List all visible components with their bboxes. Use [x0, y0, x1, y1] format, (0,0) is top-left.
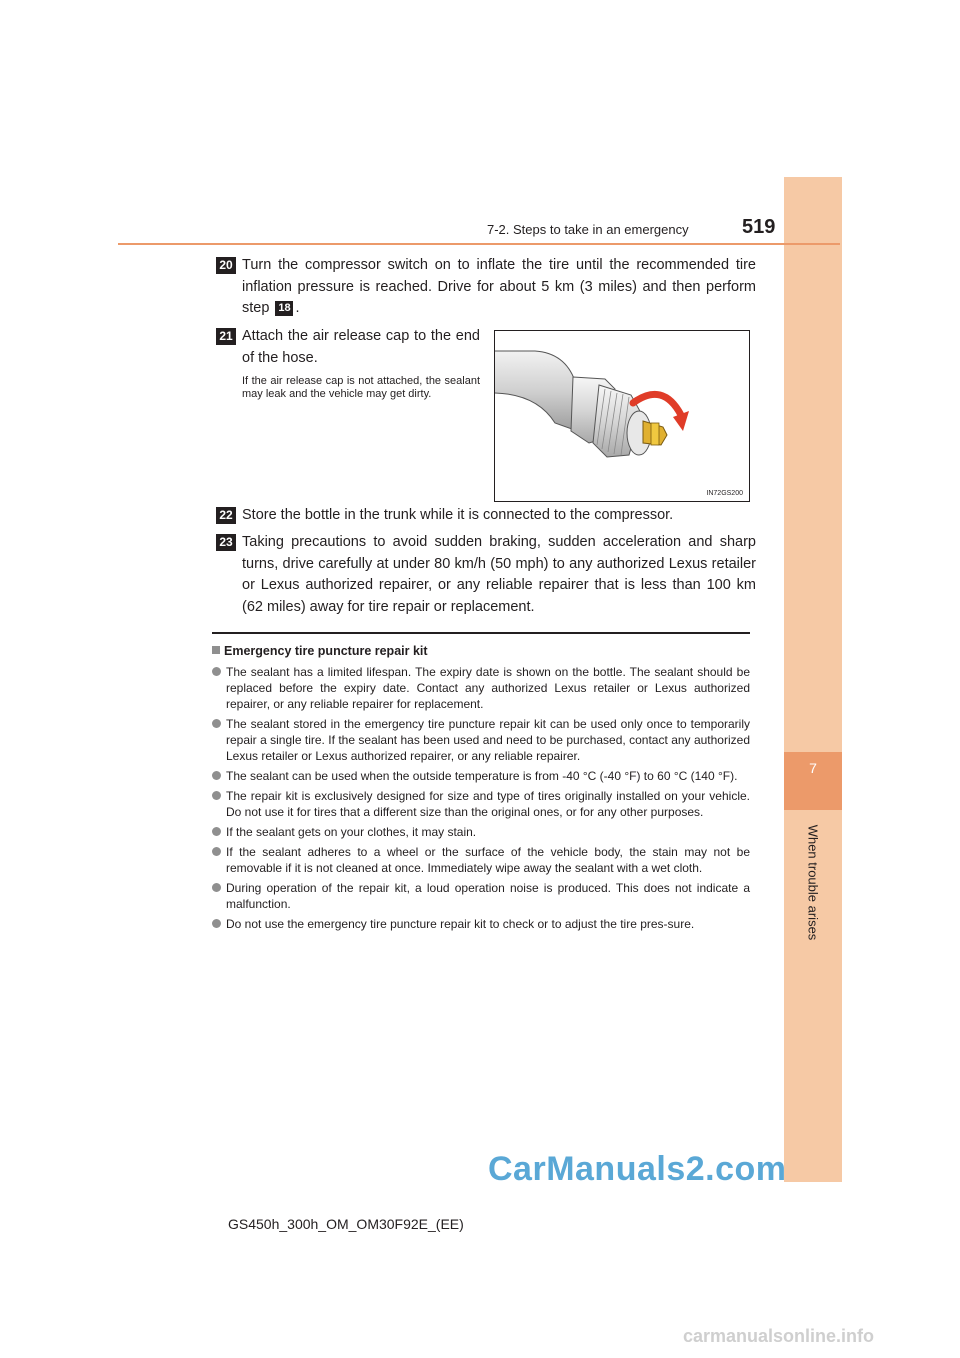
- step-number-badge: 22: [216, 507, 236, 524]
- note-item: The sealant can be used when the outside temperature is from -40 °C (-40 °F) to 60 °C (140 °F).: [212, 768, 750, 784]
- step-number-badge: 20: [216, 257, 236, 274]
- step-note: If the air release cap is not attached, the sealant may leak and the vehicle may get dirty.: [242, 375, 480, 400]
- notes-heading: Emergency tire puncture repair kit: [212, 642, 750, 660]
- figure-code: IN72GS200: [706, 490, 743, 497]
- note-item: The repair kit is exclusively designed for size and type of tires originally installed on your vehicle. Do not use it for tires that a different size than the original ones, or for any other purposes.: [212, 788, 750, 820]
- step-number-badge: 21: [216, 328, 236, 345]
- step-text: Attach the air release cap to the end of the hose.: [242, 328, 480, 366]
- bullet-icon: [212, 919, 221, 928]
- note-item: The sealant has a limited lifespan. The expiry date is shown on the bottle. The sealant should be replaced before the expiry date. Contact any authorized Lexus retailer or Lexus authorized repairer, or any reliable repairer for replacement.: [212, 664, 750, 712]
- step-number-badge: 23: [216, 534, 236, 551]
- watermark-logo: CarManuals2.com: [488, 1150, 787, 1188]
- watermark-secondary: carmanualsonline.info: [683, 1326, 875, 1346]
- step-text: Turn the compressor switch on to inflate the tire until the recommended tire inflation pressure is reached. Drive for about 5 km (3 miles) and then perform step 18 .: [242, 257, 756, 316]
- air-release-cap-illustration: [494, 330, 750, 502]
- section-divider: [212, 632, 750, 634]
- section-title: 7-2. Steps to take in an emergency: [487, 222, 689, 237]
- bullet-icon: [212, 667, 221, 676]
- bullet-icon: [212, 827, 221, 836]
- bullet-icon: [212, 719, 221, 728]
- step-22: [216, 505, 756, 527]
- square-bullet-icon: [212, 646, 220, 654]
- bullet-icon: [212, 791, 221, 800]
- note-item: During operation of the repair kit, a loud operation noise is produced. This does not indicate a malfunction.: [212, 880, 750, 912]
- bullet-icon: [212, 771, 221, 780]
- hose-cap-drawing: [495, 331, 749, 501]
- header-rule: [118, 243, 840, 245]
- step-20: [216, 255, 756, 320]
- step-23: [216, 532, 756, 618]
- note-item: If the sealant adheres to a wheel or the surface of the vehicle body, the stain may not be removable if it is not cleaned at once. Immediately wipe away the sealant with a wet cloth.: [212, 844, 750, 876]
- chapter-side-tab: [784, 177, 842, 1182]
- note-item: Do not use the emergency tire puncture repair kit to check or to adjust the tire pres-sure.: [212, 916, 750, 932]
- bullet-icon: [212, 847, 221, 856]
- page-number: 519: [742, 216, 776, 238]
- footer-document-code: GS450h_300h_OM_OM30F92E_(EE): [228, 1216, 464, 1232]
- step-reference-badge: 18: [275, 301, 293, 316]
- chapter-label: When trouble arises: [805, 824, 821, 941]
- chapter-number: 7: [809, 760, 817, 776]
- note-item: If the sealant gets on your clothes, it may stain.: [212, 824, 750, 840]
- step-text: Store the bottle in the trunk while it is connected to the compressor.: [242, 507, 674, 523]
- bullet-icon: [212, 883, 221, 892]
- notes-section: [212, 642, 750, 932]
- note-item: The sealant stored in the emergency tire puncture repair kit can be used only once to temporarily repair a single tire. If the sealant has been used and need to be purchased, contact any authorized Lexus retailer or Lexus authorized repairer, or any reliable repairer.: [212, 716, 750, 764]
- step-text: Taking precautions to avoid sudden braking, sudden acceleration and sharp turns, drive carefully at under 80 km/h (50 mph) to any authorized Lexus retailer or Lexus authorized repairer, or any reliable repairer that is less than 100 km (62 miles) away for tire repair or replacement.: [242, 534, 756, 615]
